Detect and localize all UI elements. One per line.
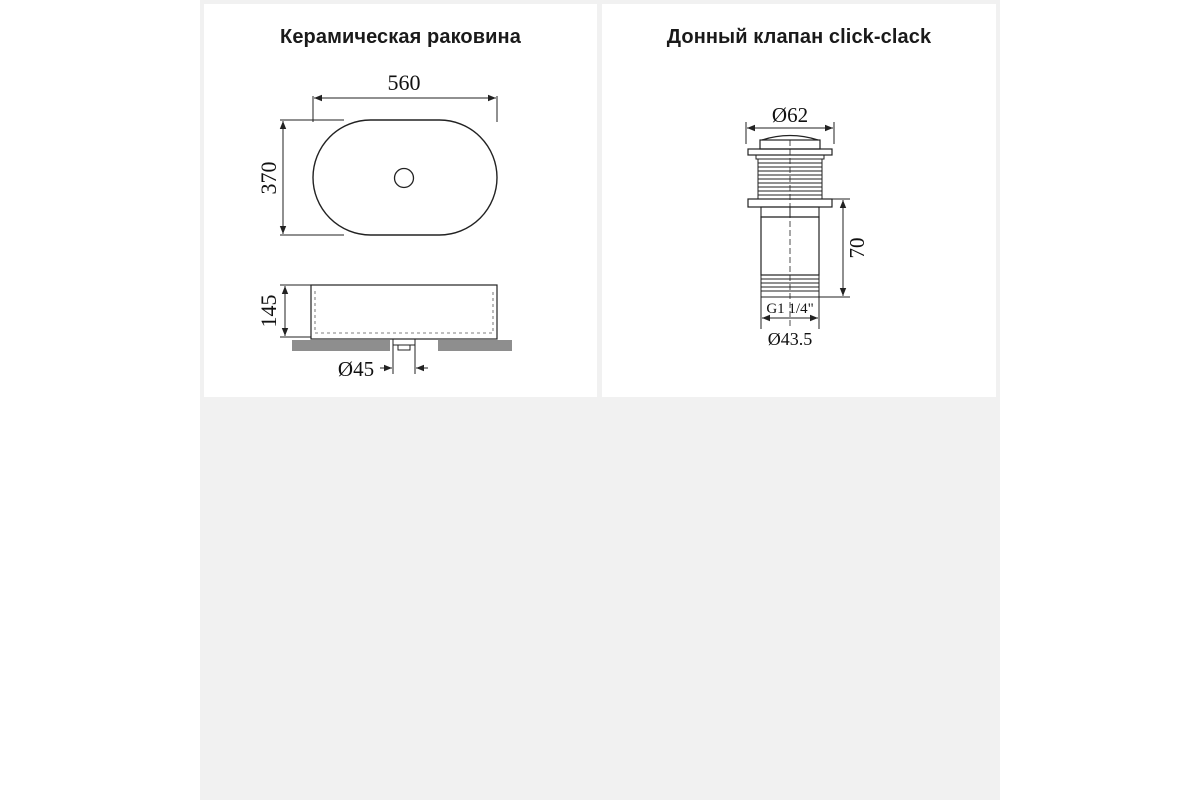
countertop-left xyxy=(292,340,390,351)
valve-panel xyxy=(602,4,996,397)
valve-panel-title: Донный клапан click-clack xyxy=(666,26,932,48)
sink-panel xyxy=(204,4,597,397)
countertop-right xyxy=(438,340,512,351)
drain-hole-top xyxy=(395,169,414,188)
sink-panel-title: Керамическая раковина xyxy=(280,26,521,48)
valve-body xyxy=(748,136,832,330)
sink-width-dimension xyxy=(313,70,497,122)
valve-drawing xyxy=(602,4,996,397)
sink-width-label: 560 xyxy=(387,70,421,95)
sink-depth-dimension xyxy=(256,120,344,235)
drain-diameter-label: Ø45 xyxy=(337,357,375,381)
thread-size-label: G1 1/4" xyxy=(766,301,814,317)
sink-top-outline xyxy=(313,120,497,235)
valve-length-label: 70 xyxy=(845,237,869,259)
cap-diameter-dimension xyxy=(746,103,834,144)
cap-diameter-label: Ø62 xyxy=(771,103,809,127)
outlet-diameter-label: Ø43.5 xyxy=(767,329,813,349)
sink-drawing xyxy=(204,4,597,397)
sink-height-dimension xyxy=(256,285,311,337)
valve-length-dimension xyxy=(819,199,869,297)
sink-height-label: 145 xyxy=(256,294,281,328)
sink-depth-label: 370 xyxy=(256,161,281,195)
